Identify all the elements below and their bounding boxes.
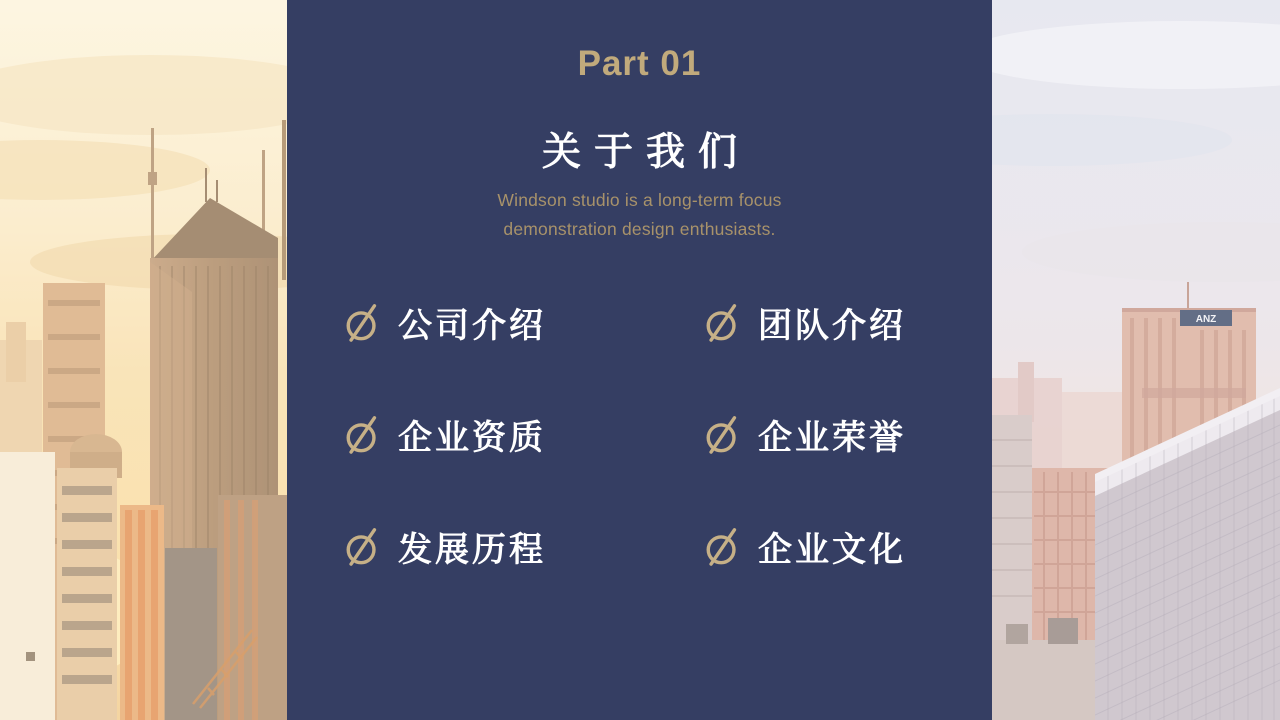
slashed-circle-icon xyxy=(703,411,743,457)
agenda-item-label: 发展历程 xyxy=(398,530,546,569)
agenda-item-company-intro[interactable] xyxy=(343,298,546,347)
agenda-item-team-intro[interactable] xyxy=(703,298,906,347)
agenda-item-honors[interactable] xyxy=(703,410,906,459)
slashed-circle-icon xyxy=(343,411,383,457)
section-subtitle xyxy=(287,186,992,244)
agenda-item-qualifications[interactable] xyxy=(343,410,546,459)
section-title: 关于我们 xyxy=(541,131,750,174)
subtitle-line-1: Windson studio is a long-term focus xyxy=(497,190,782,210)
slashed-circle-icon xyxy=(703,299,743,345)
subtitle-line-2: demonstration design enthusiasts. xyxy=(503,219,776,239)
agenda-item-label: 公司介绍 xyxy=(398,306,546,345)
city-sky-photo-right xyxy=(992,0,1280,720)
part-label: Part 01 xyxy=(577,44,702,83)
anz-sign-label: ANZ xyxy=(1195,314,1217,325)
agenda-item-label: 企业文化 xyxy=(758,530,906,569)
topics-grid xyxy=(287,293,992,575)
city-sunset-photo-left xyxy=(0,0,287,720)
agenda-item-label: 企业资质 xyxy=(398,418,546,457)
agenda-item-label: 企业荣誉 xyxy=(758,418,906,457)
slashed-circle-icon xyxy=(703,523,743,569)
agenda-item-label: 团队介绍 xyxy=(758,306,906,345)
agenda-item-culture[interactable] xyxy=(703,522,906,571)
slashed-circle-icon xyxy=(343,299,383,345)
slashed-circle-icon xyxy=(343,523,383,569)
agenda-item-history[interactable] xyxy=(343,522,546,571)
content-panel xyxy=(287,0,992,720)
